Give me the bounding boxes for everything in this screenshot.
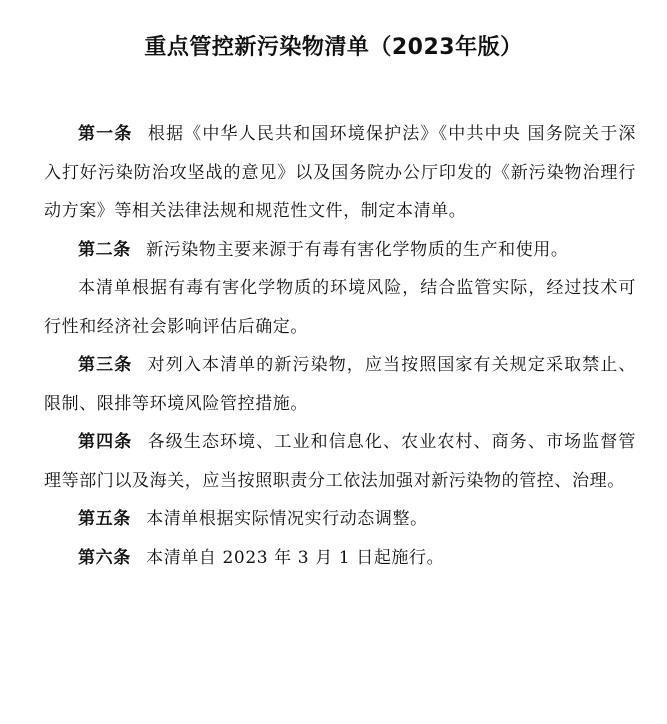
article-label: 第二条 [78, 239, 131, 260]
article-text: 新污染物主要来源于有毒有害化学物质的生产和使用。 [146, 239, 569, 260]
article-5 [44, 500, 636, 539]
article-6 [44, 539, 636, 578]
document-title: 重点管控新污染物清单（2023年版） [144, 35, 523, 60]
article-3 [44, 346, 636, 423]
article-text: 根据《中华人民共和国环境保护法》《中共中央 国务院关于深入打好污染防治攻坚战的意见》以及国务院办公厅印发的《新污染物治理行动方案》等相关法律法规和规范性文件，制定本清单。 [44, 124, 636, 221]
document-body [44, 115, 636, 577]
article-2 [44, 231, 636, 270]
article-label: 第六条 [78, 547, 131, 568]
article-text: 各级生态环境、工业和信息化、农业农村、商务、市场监督管理等部门以及海关，应当按照职责分工依法加强对新污染物的管控、治理。 [44, 432, 636, 491]
article-label: 第五条 [78, 509, 131, 529]
article-4 [44, 423, 636, 500]
article-text: 本清单根据实际情况实行动态调整。 [146, 509, 428, 529]
article-text: 对列入本清单的新污染物，应当按照国家有关规定采取禁止、限制、限排等环境风险管控措施。 [44, 355, 636, 414]
article-2-continuation [44, 269, 636, 346]
article-1 [44, 115, 636, 231]
article-label: 第一条 [78, 124, 133, 144]
article-text: 本清单自 2023 年 3 月 1 日起施行。 [146, 547, 445, 568]
article-text: 本清单根据有毒有害化学物质的环境风险，结合监管实际，经过技术可行性和经济社会影响评估后确定。 [44, 278, 636, 337]
article-label: 第四条 [78, 432, 133, 452]
article-label: 第三条 [78, 355, 133, 375]
